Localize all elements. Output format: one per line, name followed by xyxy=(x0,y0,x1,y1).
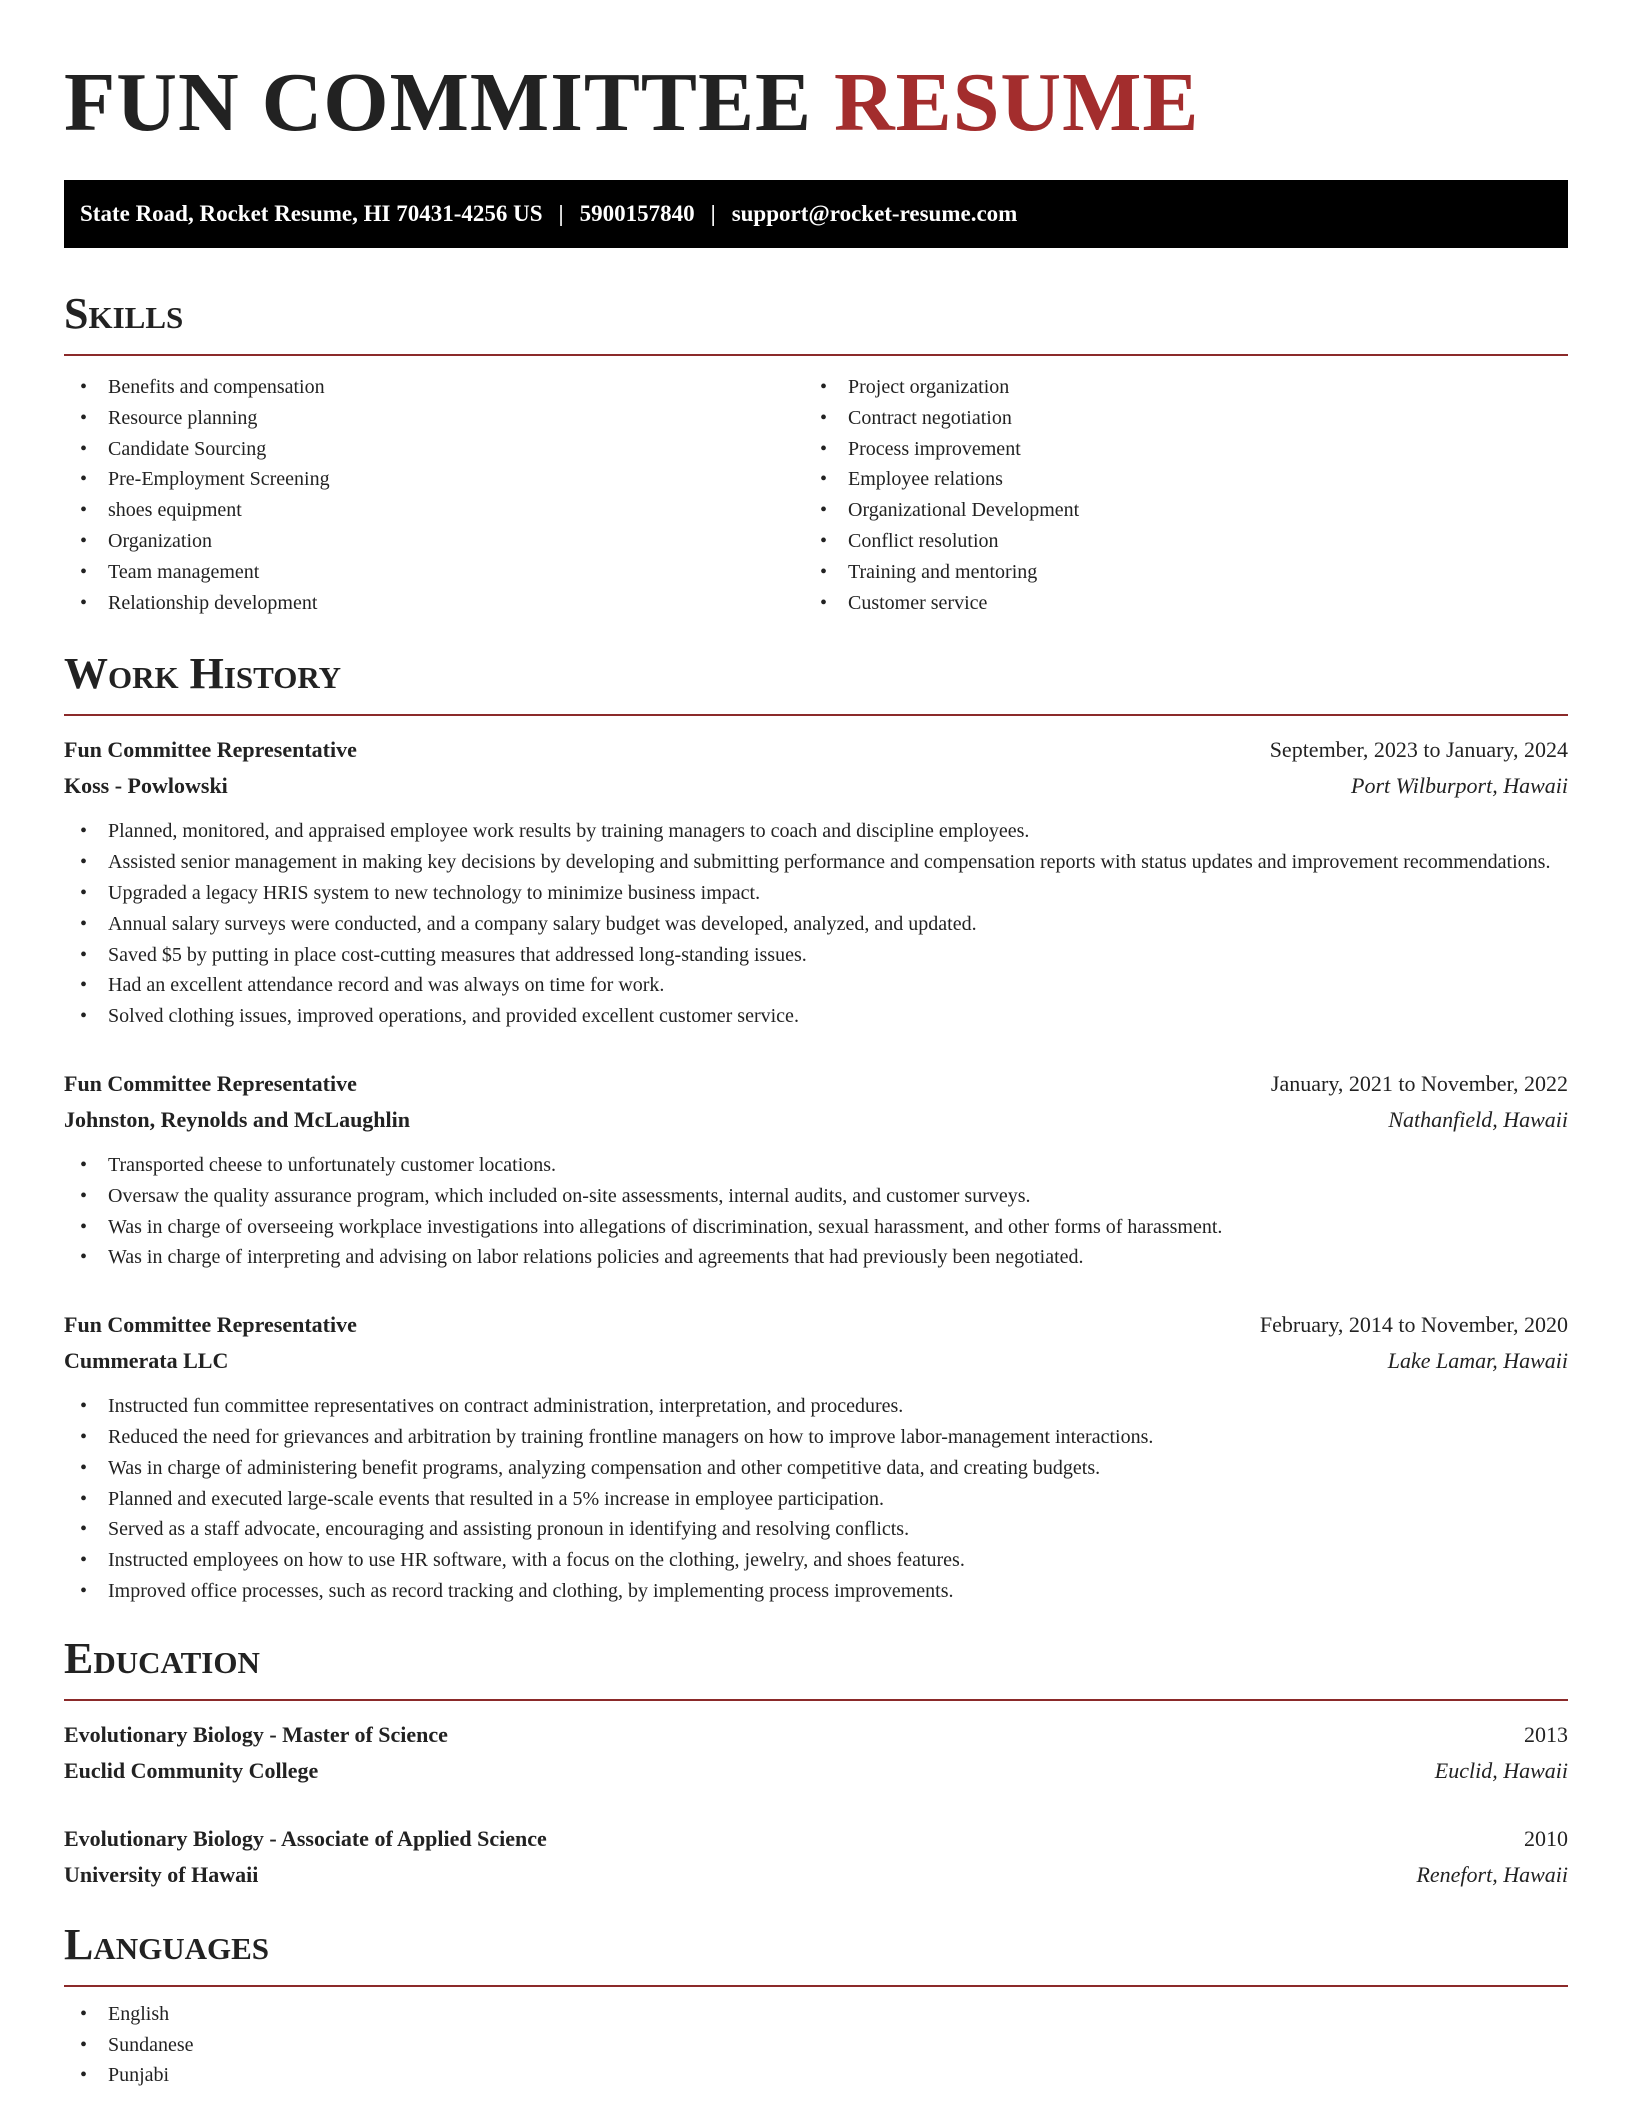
skill-item: • Training and mentoring xyxy=(804,557,1544,588)
skill-item: • Organizational Development xyxy=(804,495,1544,526)
contact-separator: | xyxy=(710,201,716,226)
job-duties xyxy=(64,1391,1568,1607)
job-dates: September, 2023 to January, 2024 xyxy=(1269,737,1568,763)
language-item: • Punjabi xyxy=(64,2060,1568,2091)
skills-list-left xyxy=(64,372,804,618)
section-title-languages: Languages xyxy=(64,1919,270,1969)
job-role: Fun Committee Representative xyxy=(64,1070,357,1096)
duty-item: • Solved clothing issues, improved operations, and provided excellent customer service. xyxy=(64,1001,1568,1032)
duty-item: • Oversaw the quality assurance program, which included on-site assessments, internal audits, and customer surveys. xyxy=(64,1181,1568,1212)
duty-item: • Instructed employees on how to use HR software, with a focus on the clothing, jewelry, and shoes features. xyxy=(64,1545,1568,1576)
skills-list-right xyxy=(804,372,1544,618)
section-divider xyxy=(64,1699,1568,1701)
skill-item: • Employee relations xyxy=(804,464,1544,495)
education-entry xyxy=(64,1821,1568,1893)
job-company-row xyxy=(64,1102,1568,1138)
skill-item: • shoes equipment xyxy=(64,495,804,526)
job-entry xyxy=(64,1066,1568,1273)
job-header-row xyxy=(64,1066,1568,1102)
skill-item: • Organization xyxy=(64,526,804,557)
job-company-row xyxy=(64,768,1568,804)
skill-item: • Candidate Sourcing xyxy=(64,434,804,465)
duty-item: • Assisted senior management in making key decisions by developing and submitting performance and compensation reports with status updates and improvement recommendations. xyxy=(64,847,1568,878)
contact-email: support@rocket-resume.com xyxy=(731,201,1018,226)
job-role: Fun Committee Representative xyxy=(64,1312,357,1338)
job-entry xyxy=(64,1307,1568,1607)
skills-grid xyxy=(64,372,1568,618)
duty-item: • Saved $5 by putting in place cost-cutting measures that addressed long-standing issues. xyxy=(64,940,1568,971)
duty-item: • Upgraded a legacy HRIS system to new technology to minimize business impact. xyxy=(64,878,1568,909)
education-year: 2010 xyxy=(1524,1825,1568,1851)
education-location: Euclid, Hawaii xyxy=(1434,1757,1568,1783)
contact-phone: 5900157840 xyxy=(579,201,695,226)
education-location: Renefort, Hawaii xyxy=(1416,1861,1568,1887)
duty-item: • Improved office processes, such as record tracking and clothing, by implementing process improvements. xyxy=(64,1576,1568,1607)
duty-item: • Reduced the need for grievances and arbitration by training frontline managers on how to improve labor-management interactions. xyxy=(64,1422,1568,1453)
duty-item: • Was in charge of administering benefit programs, analyzing compensation and other competitive data, and creating budgets. xyxy=(64,1453,1568,1484)
section-divider xyxy=(64,1985,1568,1987)
education-school-row xyxy=(64,1753,1568,1789)
education-year: 2013 xyxy=(1524,1721,1568,1747)
skill-item: • Benefits and compensation xyxy=(64,372,804,403)
education-header-row xyxy=(64,1821,1568,1857)
job-location: Port Wilburport, Hawaii xyxy=(1351,773,1568,799)
duty-item: • Instructed fun committee representatives on contract administration, interpretation, and procedures. xyxy=(64,1391,1568,1422)
job-header-row xyxy=(64,1307,1568,1343)
education-degree: Evolutionary Biology - Master of Science xyxy=(64,1721,448,1747)
duty-item: • Planned, monitored, and appraised employee work results by training managers to coach and discipline employees. xyxy=(64,816,1568,847)
section-title-education: Education xyxy=(64,1633,260,1683)
education-school: University of Hawaii xyxy=(64,1861,259,1887)
duty-item: • Annual salary surveys were conducted, and a company salary budget was developed, analyzed, and updated. xyxy=(64,909,1568,940)
job-company: Johnston, Reynolds and McLaughlin xyxy=(64,1106,410,1132)
skill-item: • Process improvement xyxy=(804,434,1544,465)
duty-item: • Planned and executed large-scale events that resulted in a 5% increase in employee participation. xyxy=(64,1484,1568,1515)
job-dates: January, 2021 to November, 2022 xyxy=(1270,1070,1568,1096)
duty-item: • Was in charge of overseeing workplace investigations into allegations of discrimination, sexual harassment, and other forms of harassment. xyxy=(64,1212,1568,1243)
education-school-row xyxy=(64,1857,1568,1893)
skill-item: • Pre-Employment Screening xyxy=(64,464,804,495)
skill-item: • Resource planning xyxy=(64,403,804,434)
title-main: FUN COMMITTEE xyxy=(64,56,812,149)
education-degree: Evolutionary Biology - Associate of Applied Science xyxy=(64,1825,547,1851)
duty-item: • Served as a staff advocate, encouraging and assisting pronoun in identifying and resolving conflicts. xyxy=(64,1514,1568,1545)
education-school: Euclid Community College xyxy=(64,1757,319,1783)
work-history-section xyxy=(64,648,1568,1606)
job-dates: February, 2014 to November, 2020 xyxy=(1259,1312,1568,1338)
job-role: Fun Committee Representative xyxy=(64,737,357,763)
job-duties xyxy=(64,1150,1568,1273)
section-title-skills: Skills xyxy=(64,289,184,338)
contact-address: State Road, Rocket Resume, HI 70431-4256 US xyxy=(80,201,543,226)
contact-bar xyxy=(64,180,1568,248)
job-company: Cummerata LLC xyxy=(64,1348,229,1374)
job-company-row xyxy=(64,1343,1568,1379)
job-location: Lake Lamar, Hawaii xyxy=(1387,1348,1568,1374)
title-accent: RESUME xyxy=(834,56,1200,149)
contact-separator: | xyxy=(558,201,564,226)
job-entry xyxy=(64,732,1568,1032)
language-item: • Sundanese xyxy=(64,2030,1568,2061)
job-duties xyxy=(64,816,1568,1032)
skill-item: • Conflict resolution xyxy=(804,526,1544,557)
section-divider xyxy=(64,714,1568,716)
education-header-row xyxy=(64,1717,1568,1753)
job-location: Nathanfield, Hawaii xyxy=(1388,1106,1568,1132)
skill-item: • Relationship development xyxy=(64,588,804,619)
resume-page xyxy=(64,0,1568,2091)
duty-item: • Was in charge of interpreting and advising on labor relations policies and agreements that had previously been negotiated. xyxy=(64,1242,1568,1273)
skill-item: • Project organization xyxy=(804,372,1544,403)
education-section xyxy=(64,1633,1568,1893)
language-item: • English xyxy=(64,1999,1568,2030)
education-entry xyxy=(64,1717,1568,1789)
skills-section xyxy=(64,288,1568,618)
skill-item: • Team management xyxy=(64,557,804,588)
languages-list xyxy=(64,1999,1568,2091)
section-divider xyxy=(64,354,1568,356)
job-company: Koss - Powlowski xyxy=(64,773,228,799)
duty-item: • Transported cheese to unfortunately customer locations. xyxy=(64,1150,1568,1181)
skill-item: • Customer service xyxy=(804,588,1544,619)
languages-section xyxy=(64,1919,1568,2091)
job-header-row xyxy=(64,732,1568,768)
skill-item: • Contract negotiation xyxy=(804,403,1544,434)
section-title-work-history: Work History xyxy=(64,649,342,699)
resume-title xyxy=(64,58,1568,148)
duty-item: • Had an excellent attendance record and was always on time for work. xyxy=(64,970,1568,1001)
